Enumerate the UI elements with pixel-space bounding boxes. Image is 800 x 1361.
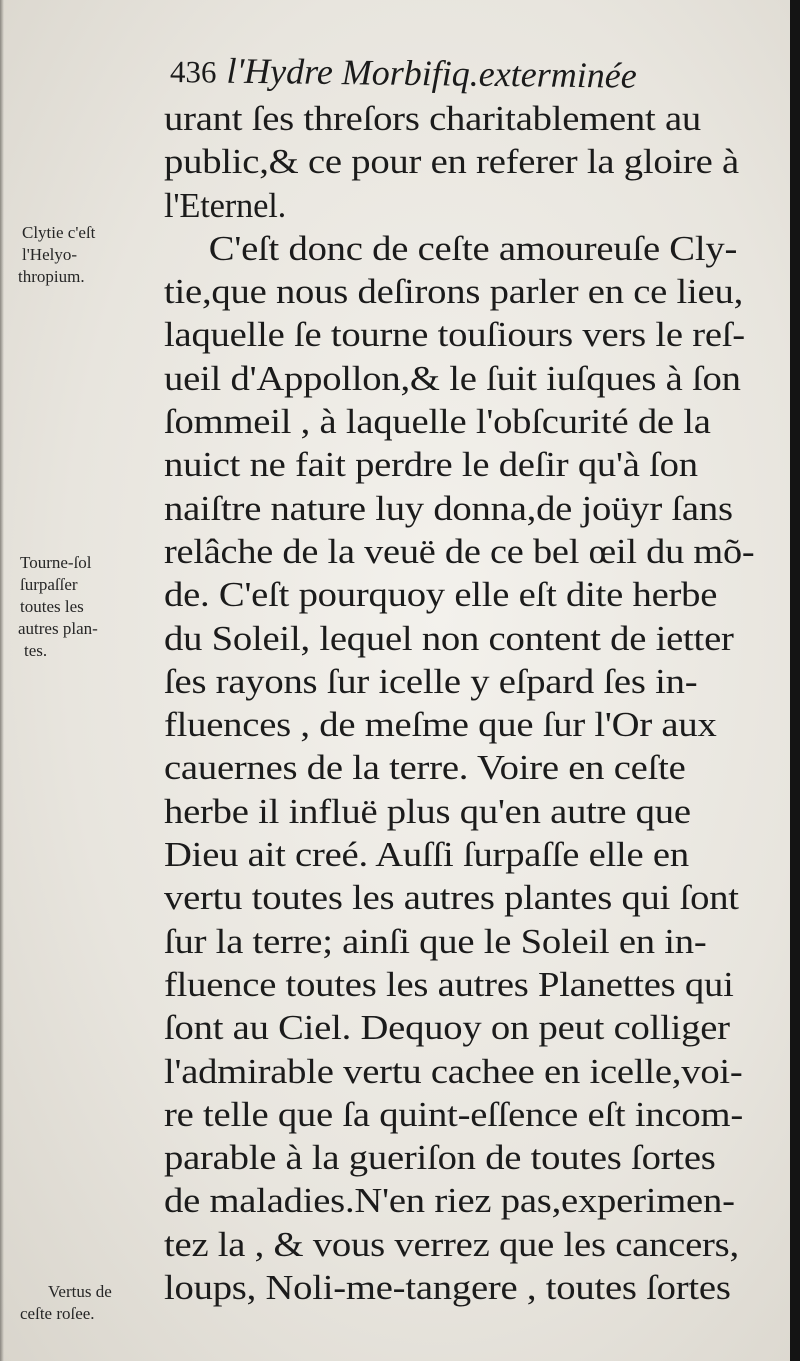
text-line: de. C'eſt pourquoy elle eſt dite herbe [164,576,718,615]
text-line: fluences , de meſme que ſur l'Or aux [164,706,717,745]
text-line: urant ſes threſors charitablement au [164,100,701,138]
page-right-edge [790,0,800,1361]
margin-note-line: Clytie c'eſt [22,223,96,242]
text-line: de maladies.N'en riez pas,experimen- [164,1182,735,1221]
text-line: tez la , & vous verrez que les cancers, [164,1225,739,1264]
margin-note-line: tes. [24,641,48,660]
text-line: fluence toutes les autres Planettes qui [164,965,734,1004]
text-line: naiſtre nature luy donna,de joüyr ſans [164,489,733,528]
margin-note-clytie [18,222,162,288]
text-line: re telle que ſa quint-eſſence eſt incom- [164,1095,743,1134]
margin-note-tourne-sol [20,552,160,662]
text-line: C'eſt donc de ceſte amoureuſe Cly- [208,229,738,268]
text-line: ueil d'Appollon,& le ſuit iuſques à ſon [164,359,741,398]
text-line: relâche de la veuë de ce bel œil du mõ- [164,532,755,571]
text-line: herbe il influë plus qu'en autre que [164,792,691,831]
margin-note-line: Vertus de [48,1282,112,1301]
margin-note-line: thropium. [18,267,85,286]
text-line: ſont au Ciel. Dequoy on peut colliger [164,1009,730,1048]
text-line: parable à la gueriſon de toutes ſortes [164,1139,716,1178]
text-line: nuict ne fait perdre le deſir qu'à ſon [164,446,698,485]
margin-note-line: Tourne-ſol [20,553,92,572]
text-line: tie,que nous deſirons parler en ce lieu, [164,273,744,312]
running-header [170,44,761,103]
text-line: ſes rayons ſur icelle y eſpard ſes in- [164,662,698,701]
margin-note-line: toutes les [20,597,84,616]
text-line: cauernes de la terre. Voire en ceſte [164,749,686,788]
text-line: du Soleil, lequel non content de ietter [164,619,734,658]
margin-note-line: autres plan- [18,619,98,638]
body-text [164,98,759,1310]
margin-note-line: ſurpaſſer [20,575,78,594]
text-line: Dieu ait creé. Auſſi ſurpaſſe elle en [164,836,689,875]
page-left-shadow [0,0,4,1361]
margin-note-line: ceſte roſee. [20,1304,95,1323]
margin-note-vertus [20,1281,166,1325]
text-line: loups, Noli-me-tangere , toutes ſortes [164,1269,731,1308]
margin-note-line: l'Helyo- [22,245,77,264]
text-line: public,& ce pour en referer la gloire à [164,143,739,182]
text-line: ſur la terre; ainſi que le Soleil en in- [164,922,707,961]
text-line: laquelle ſe tourne touſiours vers le reſ- [164,316,745,355]
text-line: vertu toutes les autres plantes qui ſont [164,879,739,918]
text-line: ſommeil , à laquelle l'obſcurité de la [164,403,711,442]
text-line: l'Eternel. [164,186,287,225]
page-number: 436 [169,54,217,90]
text-line: l'admirable vertu cachee en icelle,voi- [164,1052,743,1091]
running-title: l'Hydre Morbifiq.exterminée [226,50,637,96]
